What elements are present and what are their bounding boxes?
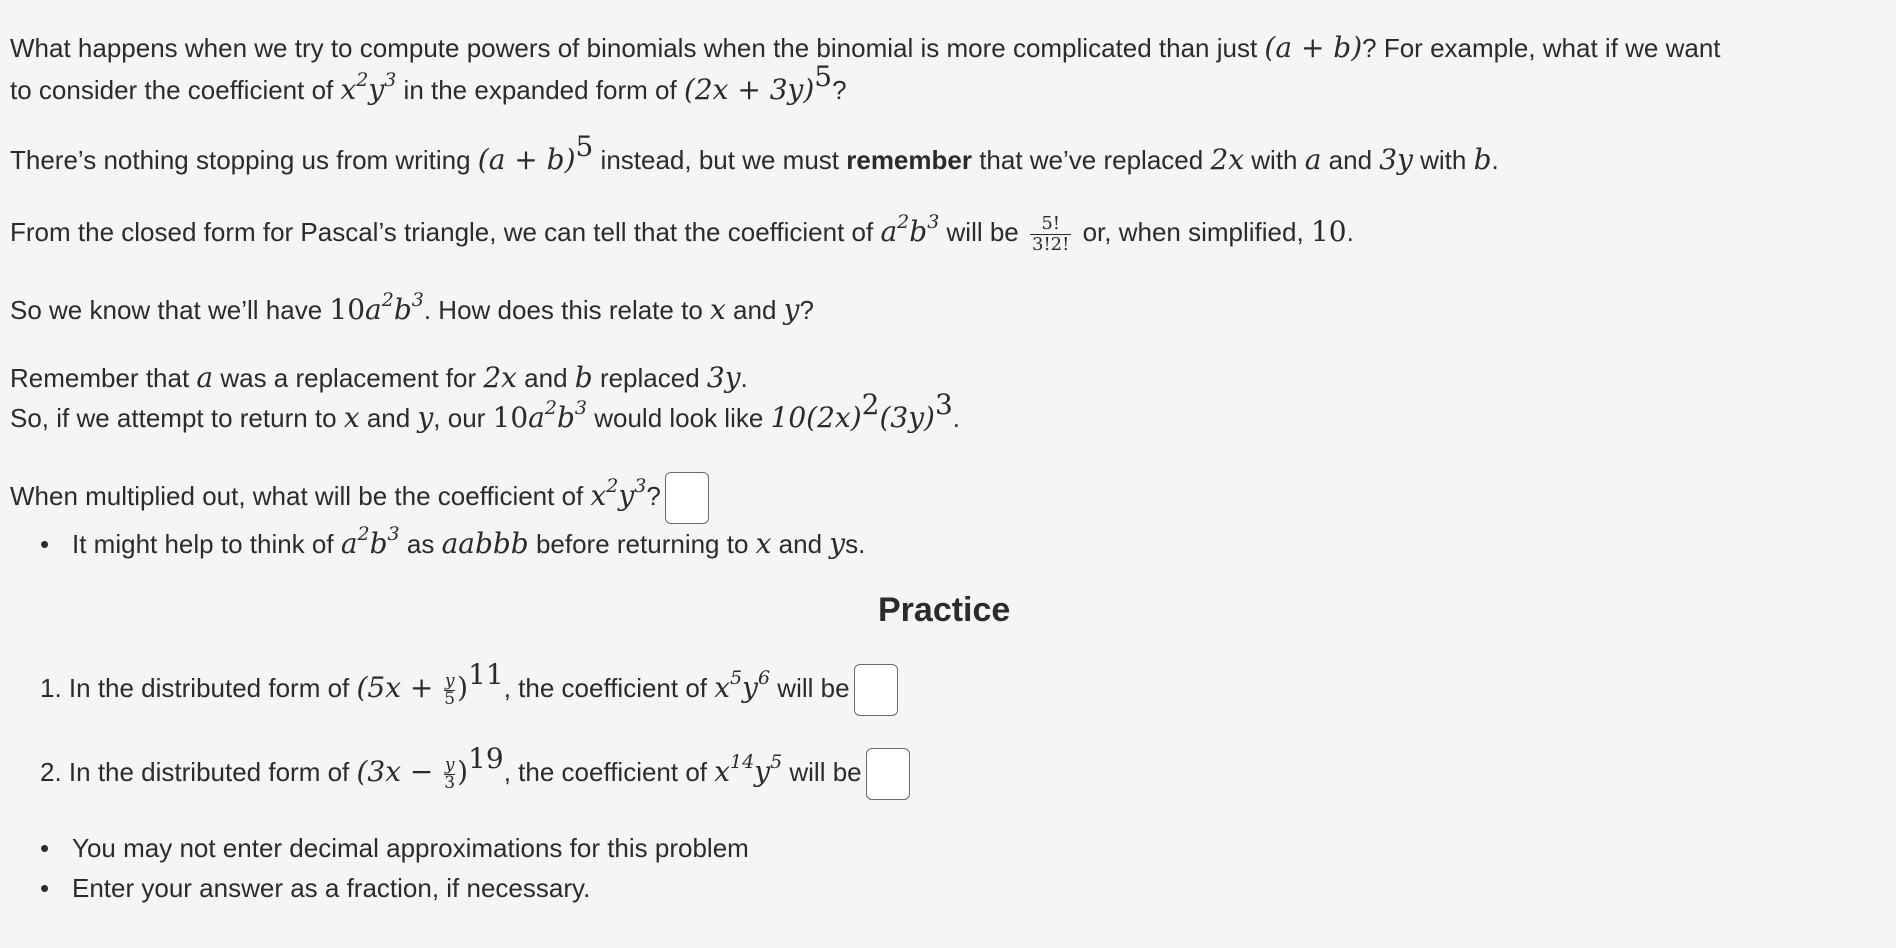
return-paragraph-line2 xyxy=(10,388,961,438)
math-b-2: b xyxy=(574,361,593,394)
math-x2y3-b: $x^2y^3$ xyxy=(590,474,647,512)
math-a2b3-c: $a^2b^3$ xyxy=(528,396,587,434)
hint-text-2: as xyxy=(399,529,442,559)
math-a-plus-b-2: (a + b) xyxy=(477,143,576,176)
return-text-8: , our xyxy=(433,403,493,433)
return-text-10: . xyxy=(952,403,961,433)
practice-item-2 xyxy=(40,742,910,800)
note-bullet-1 xyxy=(44,828,749,868)
return-text-1: Remember that xyxy=(10,363,197,393)
math-y: y xyxy=(783,293,800,326)
pascal-text-2: will be xyxy=(939,217,1026,247)
note-text-1: You may not enter decimal approximations for this problem xyxy=(72,833,749,863)
relate-text-3: and xyxy=(725,295,784,325)
math-2x: 2x xyxy=(1210,143,1245,176)
math-fraction-5-over-3-2 xyxy=(1030,214,1071,255)
practice-heading: Practice xyxy=(878,591,1011,629)
math-a: a xyxy=(1304,143,1322,176)
practice-1-fraction xyxy=(444,670,456,709)
return-text-7: and xyxy=(359,403,418,433)
remember-bold: remember xyxy=(846,145,972,175)
math-2x-2: 2x xyxy=(483,361,517,394)
return-text-2: was a replacement for xyxy=(213,363,484,393)
math-10b: 10 xyxy=(329,293,366,326)
return-text-4: replaced xyxy=(592,363,707,393)
replace-paragraph xyxy=(10,130,1499,180)
practice-1-open: (5x + xyxy=(356,670,443,704)
math-x-2: x xyxy=(343,401,360,434)
note-text-2: Enter your answer as a fraction, if necessary. xyxy=(72,873,591,903)
practice-2-text-3: will be xyxy=(782,756,862,787)
math-2x-plus-3y: (2x + 3y) xyxy=(683,73,815,106)
coefficient-answer-input[interactable] xyxy=(665,472,709,524)
practice-2-close: ) xyxy=(457,754,469,788)
question-text-1: When multiplied out, what will be the coefficient of xyxy=(10,480,591,511)
practice-2-fraction-num: y xyxy=(444,754,455,775)
intro-text-2: ? For example, what if we want xyxy=(1362,33,1721,63)
pascal-text-4: . xyxy=(1346,217,1354,247)
hint-text-4: and xyxy=(771,529,830,559)
return-text-6: So, if we attempt to return to xyxy=(10,403,344,433)
practice-1-fraction-num: y xyxy=(444,670,455,691)
math-a-plus-b: (a + b) xyxy=(1264,31,1363,64)
math-x2y3: $x^2y^3$ xyxy=(340,68,397,106)
math-a2b3: $a^2b^3$ xyxy=(880,210,940,248)
math-a-2: a xyxy=(196,361,214,394)
math-10c: 10 xyxy=(492,401,529,434)
practice-1-close: ) xyxy=(457,670,469,704)
practice-2-text-1: In the distributed form of xyxy=(61,756,357,787)
hint-text-1: It might help to think of xyxy=(72,529,341,559)
math-3y-paren: (3y) xyxy=(879,401,935,434)
replace-text-7: . xyxy=(1491,145,1499,175)
practice-1-answer-input[interactable] xyxy=(854,664,898,716)
practice-number-2: 2. xyxy=(40,756,62,787)
intro-text: What happens when we try to compute powers of binomials when the binomial is more complicated than just xyxy=(10,33,1265,63)
relate-text-1: So we know that we’ll have xyxy=(10,295,330,325)
hint-text-3: before returning to xyxy=(528,529,756,559)
pascal-paragraph xyxy=(10,212,1354,255)
return-text-9: would look like xyxy=(587,403,771,433)
intro-text-3: to consider the coefficient of xyxy=(10,75,341,105)
math-b: b xyxy=(1473,143,1492,176)
fraction-denominator: 3!2! xyxy=(1032,233,1070,255)
question-text-2: ? xyxy=(646,480,661,511)
practice-1-text-2: , the coefficient of xyxy=(503,672,715,703)
relate-text-4: ? xyxy=(799,295,814,325)
math-a2b3-d: $a^2b^3$ xyxy=(340,522,400,560)
practice-number-1: 1. xyxy=(40,672,62,703)
practice-2-answer-input[interactable] xyxy=(866,748,910,800)
replace-text-4: with xyxy=(1244,145,1305,175)
replace-text-3: that we’ve replaced xyxy=(971,145,1211,175)
math-exp-3: 3 xyxy=(934,388,953,422)
math-aabbb: aabbb xyxy=(441,527,529,560)
replace-text-5: and xyxy=(1321,145,1380,175)
practice-1-text-3: will be xyxy=(770,672,850,703)
replace-text-2: instead, but we must xyxy=(593,145,847,175)
relate-text-2: . How does this relate to xyxy=(423,295,710,325)
practice-1-exponent: 11 xyxy=(468,658,504,692)
note-bullet-2 xyxy=(44,868,590,908)
practice-2-fraction-den: 3 xyxy=(444,772,456,793)
hint-bullet xyxy=(44,524,865,564)
intro-text-4: in the expanded form of xyxy=(396,75,684,105)
fraction-numerator: 5! xyxy=(1030,214,1071,235)
replace-text-1: There’s nothing stopping us from writing xyxy=(10,145,478,175)
replace-text-6: with xyxy=(1412,145,1474,175)
math-exp-5b: 5 xyxy=(575,130,594,164)
math-3y-2: 3y xyxy=(706,361,741,394)
math-y-3: y xyxy=(829,527,846,560)
math-x: x xyxy=(710,293,726,326)
practice-1-term: $x^5y^6$ xyxy=(714,666,771,704)
coefficient-question xyxy=(10,472,709,524)
return-text-3: and xyxy=(516,363,575,393)
intro-paragraph xyxy=(10,28,1721,68)
practice-1-fraction-den: 5 xyxy=(444,688,456,709)
pascal-text-3: or, when simplified, xyxy=(1075,217,1311,247)
math-10-2x: 10(2x) xyxy=(770,401,862,434)
practice-item-1 xyxy=(40,658,898,716)
math-a2b3-b: $a^2b^3$ xyxy=(365,288,424,326)
practice-2-text-2: , the coefficient of xyxy=(503,756,715,787)
return-text-5: . xyxy=(740,363,748,393)
math-x-3: x xyxy=(755,527,772,560)
practice-2-open: (3x − xyxy=(356,754,443,788)
practice-2-exponent: 19 xyxy=(468,742,504,776)
practice-1-text-1: In the distributed form of xyxy=(61,672,357,703)
intro-text-5: ? xyxy=(832,75,847,105)
return-paragraph xyxy=(10,358,748,398)
practice-2-fraction xyxy=(444,754,456,793)
pascal-text-1: From the closed form for Pascal’s triangle, we can tell that the coefficient of xyxy=(10,217,881,247)
math-y-2: y xyxy=(417,401,434,434)
intro-paragraph-line2 xyxy=(10,60,847,110)
math-3y: 3y xyxy=(1379,143,1413,176)
math-exp-2: 2 xyxy=(861,388,880,422)
math-10: 10 xyxy=(1310,215,1347,248)
hint-text-5: s. xyxy=(845,529,866,559)
practice-2-term: $x^{14}y^5$ xyxy=(714,750,783,788)
relate-paragraph xyxy=(10,290,814,330)
math-exp-5: 5 xyxy=(814,60,833,94)
